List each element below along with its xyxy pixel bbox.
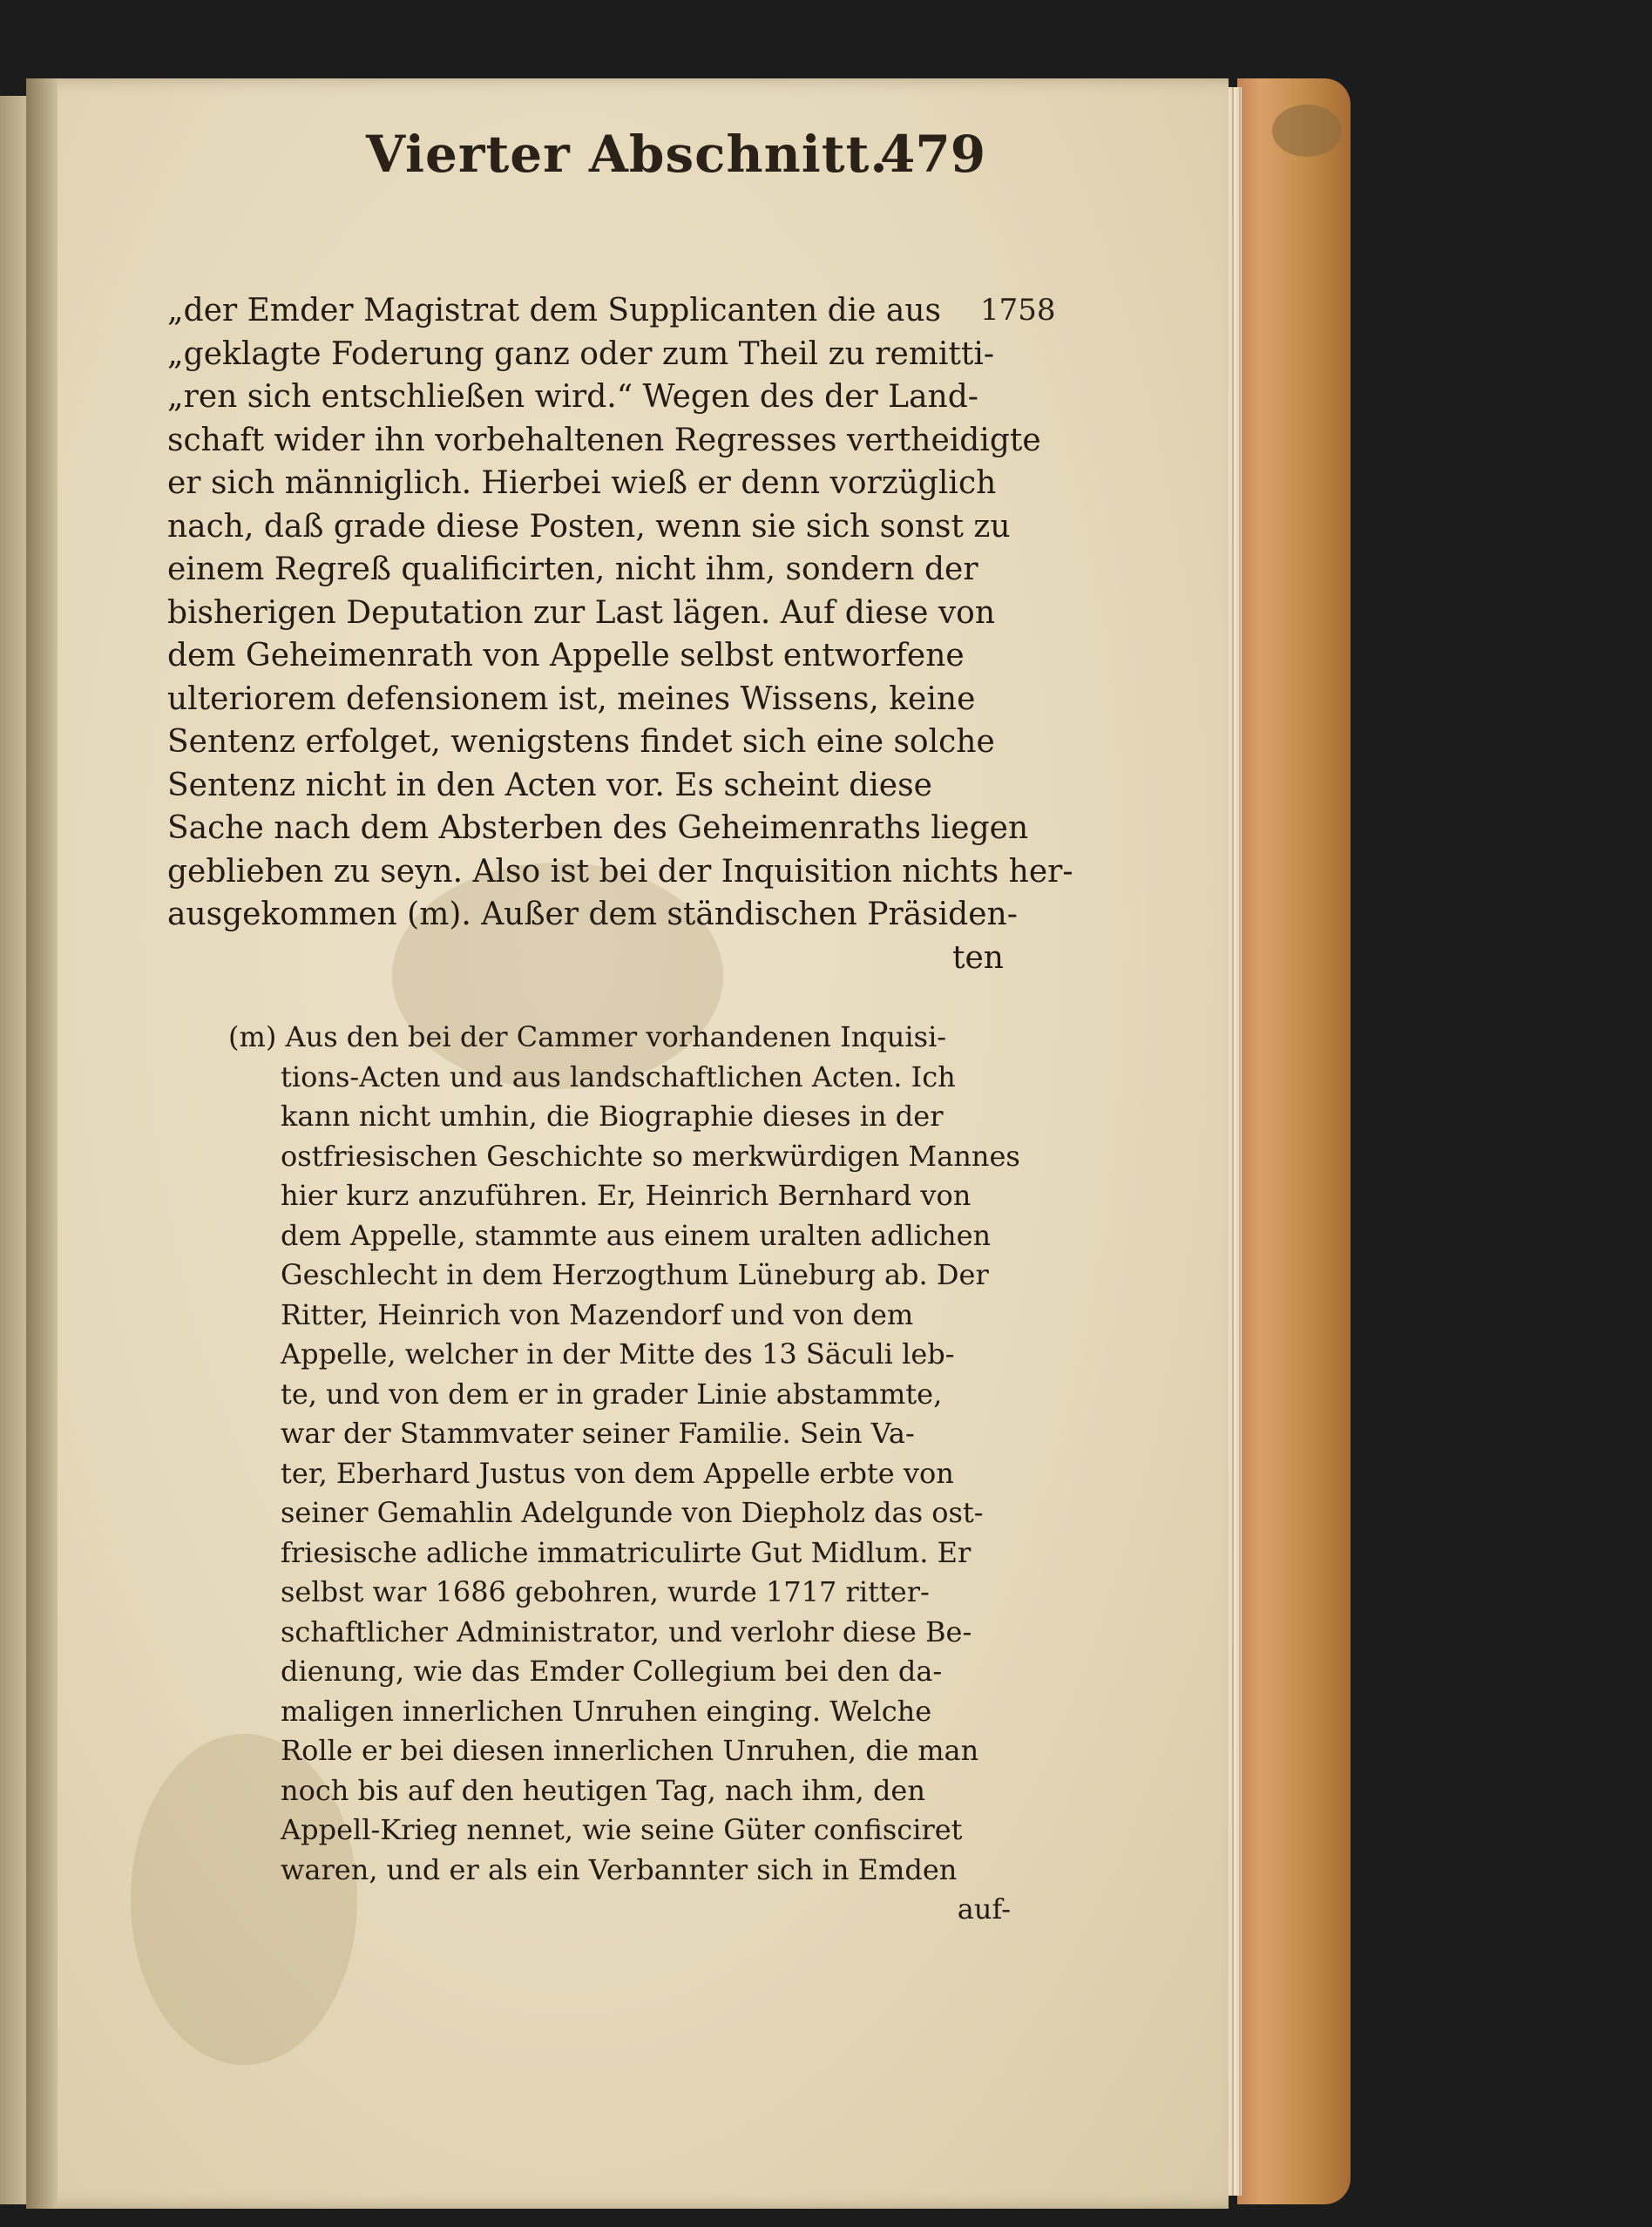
text-line: bisherigen Deputation zur Last lägen. Auf diese von: [167, 594, 996, 631]
footnote-line: (m) Aus den bei der Cammer vorhandenen Inquisi-: [228, 1020, 947, 1053]
text-line: er sich männiglich. Hierbei wieß er denn vorzüglich: [167, 465, 997, 501]
footnote-line: war der Stammvater seiner Familie. Sein Va-: [281, 1417, 915, 1450]
footnote-line: maligen innerlichen Unruhen einging. Welche: [281, 1694, 932, 1728]
page-gutter: [26, 78, 58, 2209]
text-line: ausgekommen (m). Außer dem ständischen Präsiden-: [167, 897, 1018, 932]
page-title: Vierter Abschnitt.: [366, 125, 889, 184]
text-line: „der Emder Magistrat dem Supplicanten die aus: [167, 293, 942, 328]
text-line: Sentenz erfolget, wenigstens findet sich eine solche: [167, 724, 995, 760]
footnote-line: Rolle er bei diesen innerlichen Unruhen, die man: [281, 1734, 979, 1767]
margin-year: 1758: [980, 293, 1056, 328]
footnote-line: Ritter, Heinrich von Mazendorf und von dem: [281, 1297, 914, 1331]
text-line: einem Regreß qualificirten, nicht ihm, sondern der: [167, 552, 978, 587]
footnote-line: Geschlecht in dem Herzogthum Lüneburg ab. Der: [281, 1258, 989, 1291]
text-line: ulteriorem defensionem ist, meines Wissens, keine: [167, 680, 976, 717]
footnote-line: dienung, wie das Emder Collegium bei den da-: [281, 1655, 943, 1688]
footnote-block: [228, 1018, 1020, 1930]
footnote-line: ostfriesischen Geschichte so merkwürdigen Mannes: [281, 1139, 1020, 1173]
catchword: ten: [952, 939, 1004, 976]
text-line: schaft wider ihn vorbehaltenen Regresses vertheidigte: [167, 422, 1041, 458]
footnote-line: seiner Gemahlin Adelgunde von Diepholz das ost-: [281, 1496, 984, 1529]
footnote-line: te, und von dem er in grader Linie abstammte,: [281, 1377, 943, 1411]
footnote-line: kann nicht umhin, die Biographie dieses in der: [281, 1100, 944, 1133]
text-line: nach, daß grade diese Posten, wenn sie sich sonst zu: [167, 508, 1011, 545]
footnote-line: dem Appelle, stammte aus einem uralten adlichen: [281, 1218, 992, 1252]
text-line: „geklagte Foderung ganz oder zum Theil zu remitti-: [167, 335, 995, 372]
book-fore-edge: [1237, 78, 1351, 2204]
footnote-line: Appelle, welcher in der Mitte des 13 Säculi leb-: [281, 1337, 955, 1371]
text-line: Sentenz nicht in den Acten vor. Es scheint diese: [167, 767, 932, 803]
footnote-line: schaftlicher Administrator, und verlohr diese Be-: [281, 1614, 972, 1648]
text-line: dem Geheimenrath von Appelle selbst entworfene: [167, 638, 965, 674]
worn-corner: [1272, 105, 1342, 157]
page-number: 479: [880, 125, 986, 184]
text-line: Sache nach dem Absterben des Geheimenraths liegen: [167, 810, 1029, 846]
footnote-line: noch bis auf den heutigen Tag, nach ihm, den: [281, 1773, 925, 1807]
footnote-line: selbst war 1686 gebohren, wurde 1717 ritter-: [281, 1575, 930, 1608]
footnote-catchword: auf-: [957, 1892, 1011, 1926]
footnote-line: Appell-Krieg nennet, wie seine Güter confisciret: [281, 1813, 963, 1846]
text-line: „ren sich entschließen wird.“ Wegen des der Land-: [167, 379, 978, 415]
footnote-line: waren, und er als ein Verbannter sich in Emden: [281, 1852, 958, 1886]
text-line: geblieben zu seyn. Also ist bei der Inquisition nichts her-: [167, 853, 1073, 890]
footnote-line: hier kurz anzuführen. Er, Heinrich Bernhard von: [281, 1179, 972, 1212]
footnote-line: friesische adliche immatriculirte Gut Midlum. Er: [281, 1535, 972, 1569]
footnote-line: tions-Acten und aus landschaftlichen Acten. Ich: [281, 1059, 956, 1093]
footnote-line: ter, Eberhard Justus von dem Appelle erbte von: [281, 1456, 954, 1490]
